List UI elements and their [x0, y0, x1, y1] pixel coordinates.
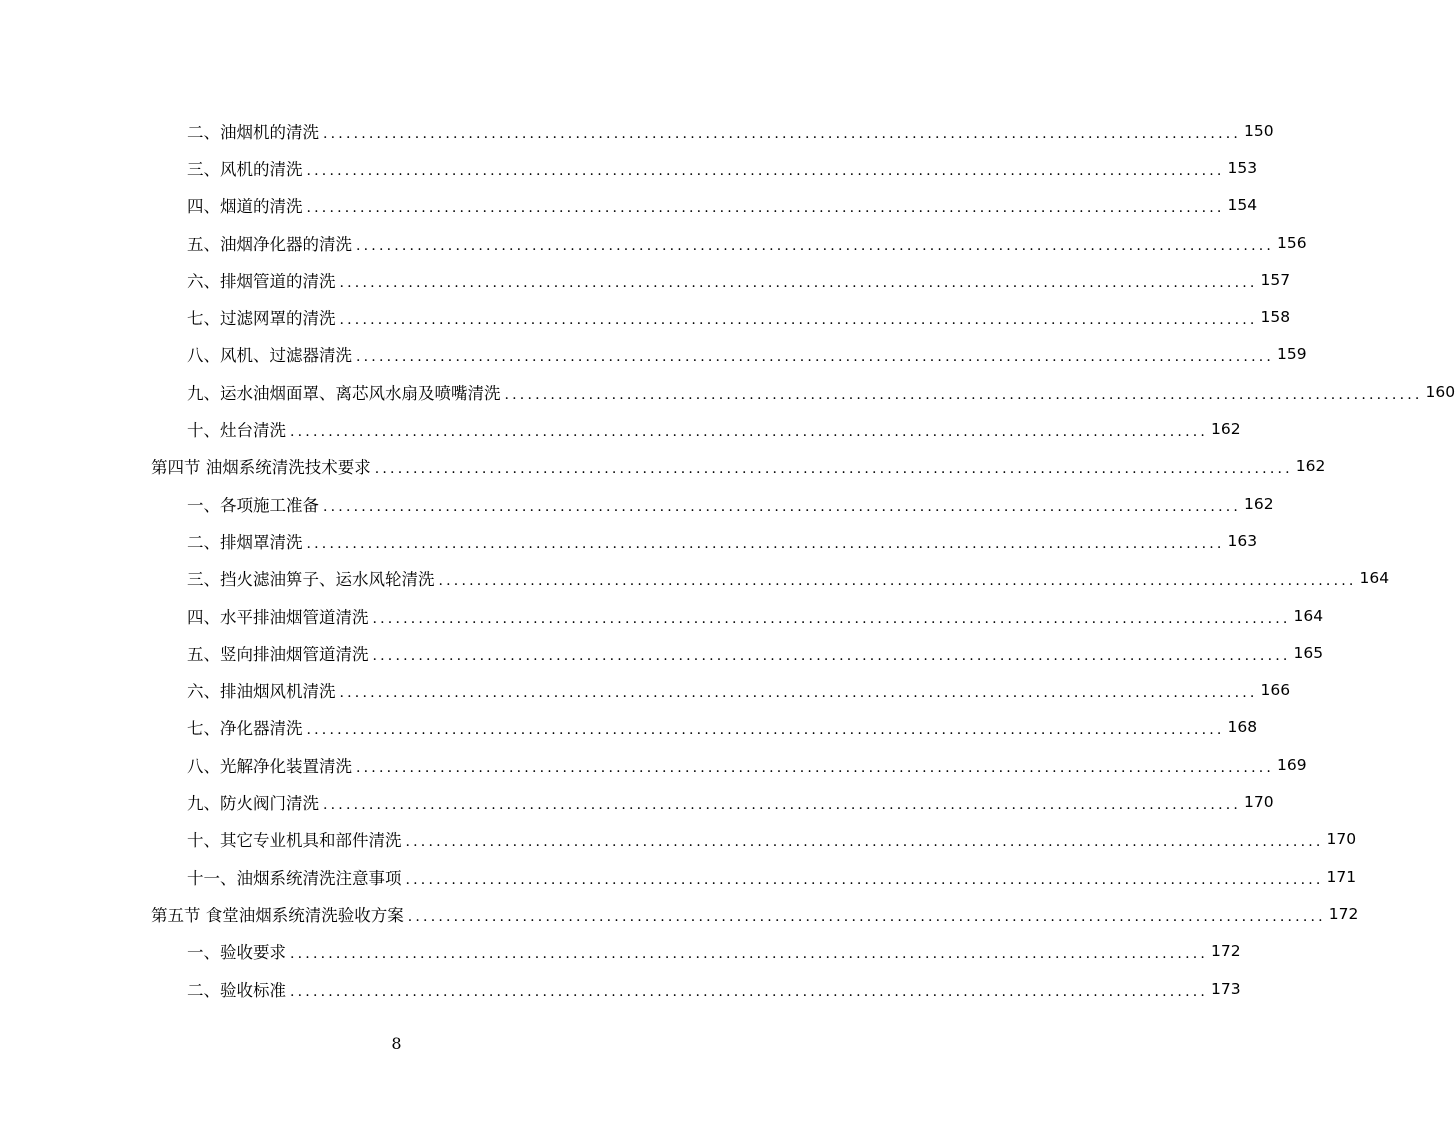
dot-leader: ........................................................................................................................: [323, 498, 1242, 515]
toc-entry-title: 四、水平排油烟管道清洗: [187, 607, 369, 627]
dot-leader: ........................................................................................................................: [339, 274, 1258, 291]
toc-entry-page: 162: [1211, 420, 1241, 439]
toc-entry: [151, 895, 1359, 932]
toc-entry-title: 一、各项施工准备: [187, 495, 319, 515]
toc-entry: [187, 410, 1241, 447]
toc-entry: [187, 485, 1274, 522]
toc-entry-page: 169: [1277, 755, 1307, 774]
dot-leader: ........................................................................................................................: [339, 312, 1258, 329]
dot-leader: ........................................................................................................................: [290, 983, 1209, 1000]
toc-entry-title: 十一、油烟系统清洗注意事项: [187, 868, 402, 888]
toc-entry: [187, 970, 1241, 1007]
dot-leader: ........................................................................................................................: [306, 162, 1225, 179]
toc-entry-page: 165: [1293, 643, 1324, 662]
toc-entry: [187, 560, 1390, 597]
toc-entry: [187, 187, 1258, 224]
toc-entry-title: 第五节 食堂油烟系统清洗验收方案: [151, 905, 404, 925]
toc-entry-page: 150: [1244, 121, 1274, 140]
dot-leader: ........................................................................................................................: [405, 834, 1324, 851]
toc-entry-page: 153: [1227, 158, 1258, 177]
toc-entry: [187, 634, 1324, 671]
dot-leader: ........................................................................................................................: [290, 946, 1209, 963]
toc-entry: [187, 373, 1455, 410]
dot-leader: ........................................................................................................................: [438, 573, 1357, 590]
toc-entry-page: 162: [1244, 494, 1274, 513]
toc-entry-page: 171: [1326, 867, 1357, 886]
toc-entry-page: 164: [1293, 606, 1324, 625]
toc-entry: [151, 448, 1326, 485]
toc-entry-title: 十、其它专业机具和部件清洗: [187, 831, 402, 851]
toc-entry: [187, 783, 1274, 820]
toc-entry-page: 159: [1277, 345, 1307, 364]
toc-entry-page: 160: [1425, 382, 1455, 401]
toc-entry-page: 170: [1244, 793, 1274, 812]
dot-leader: ........................................................................................................................: [323, 125, 1242, 142]
dot-leader: ........................................................................................................................: [374, 461, 1293, 478]
dot-leader: ........................................................................................................................: [504, 386, 1423, 403]
dot-leader: ........................................................................................................................: [405, 871, 1324, 888]
toc-entry-title: 九、运水油烟面罩、离芯风水扇及喷嘴清洗: [187, 383, 501, 403]
toc-entry-title: 四、烟道的清洗: [187, 197, 303, 217]
page-number: 8: [391, 1034, 402, 1053]
dot-leader: ........................................................................................................................: [323, 797, 1242, 814]
toc-entry-page: 173: [1211, 979, 1241, 998]
toc-entry: [187, 112, 1274, 149]
toc-entry-page: 156: [1277, 233, 1307, 252]
toc-entry-title: 八、风机、过滤器清洗: [187, 346, 352, 366]
toc-entry-title: 六、排油烟风机清洗: [187, 682, 336, 702]
toc-entry-title: 九、防火阀门清洗: [187, 794, 319, 814]
dot-leader: ........................................................................................................................: [356, 237, 1275, 254]
toc-entry-page: 163: [1227, 531, 1258, 550]
toc-entry-title: 二、验收标准: [187, 980, 286, 1000]
toc-entry: [187, 149, 1258, 186]
toc-entry: [187, 858, 1357, 895]
toc-entry: [187, 821, 1357, 858]
toc-entry-title: 三、挡火滤油箅子、运水风轮清洗: [187, 570, 435, 590]
toc-entry-title: 第四节 油烟系统清洗技术要求: [151, 458, 371, 478]
toc-entry-page: 158: [1260, 308, 1291, 327]
dot-leader: ........................................................................................................................: [407, 908, 1326, 925]
toc-entry-title: 八、光解净化装置清洗: [187, 756, 352, 776]
dot-leader: ........................................................................................................................: [306, 200, 1225, 217]
dot-leader: ........................................................................................................................: [290, 424, 1209, 441]
toc-entry: [187, 709, 1258, 746]
toc-entry-title: 七、净化器清洗: [187, 719, 303, 739]
toc-entry-page: 172: [1328, 904, 1359, 923]
toc-entry-title: 二、油烟机的清洗: [187, 122, 319, 142]
toc-entry-title: 三、风机的清洗: [187, 159, 303, 179]
toc-entry: [187, 261, 1291, 298]
toc-entry: [187, 597, 1324, 634]
toc-entry: [187, 299, 1291, 336]
dot-leader: ........................................................................................................................: [306, 535, 1225, 552]
dot-leader: ........................................................................................................................: [356, 759, 1275, 776]
toc-entry-page: 154: [1227, 196, 1258, 215]
toc-entry: [187, 933, 1241, 970]
toc-entry-title: 五、竖向排油烟管道清洗: [187, 644, 369, 664]
dot-leader: ........................................................................................................................: [339, 685, 1258, 702]
toc-entry-page: 172: [1211, 942, 1241, 961]
toc-entry-page: 168: [1227, 718, 1258, 737]
toc-entry-page: 164: [1359, 569, 1390, 588]
toc-entry-title: 一、验收要求: [187, 943, 286, 963]
toc-entry-title: 七、过滤网罩的清洗: [187, 309, 336, 329]
toc-entry-page: 166: [1260, 681, 1291, 700]
toc-entry-page: 157: [1260, 270, 1291, 289]
toc-entry-page: 162: [1295, 457, 1326, 476]
toc-entry-title: 五、油烟净化器的清洗: [187, 234, 352, 254]
toc-entry-page: 170: [1326, 830, 1357, 849]
toc-entry: [187, 746, 1307, 783]
toc-entry: [187, 336, 1307, 373]
toc-entry-title: 六、排烟管道的清洗: [187, 271, 336, 291]
dot-leader: ........................................................................................................................: [372, 610, 1291, 627]
toc-entry-title: 十、灶台清洗: [187, 421, 286, 441]
toc-entry-title: 二、排烟罩清洗: [187, 532, 303, 552]
dot-leader: ........................................................................................................................: [306, 722, 1225, 739]
dot-leader: ........................................................................................................................: [356, 349, 1275, 366]
toc-entry: [187, 522, 1258, 559]
toc-entry: [187, 224, 1307, 261]
dot-leader: ........................................................................................................................: [372, 647, 1291, 664]
toc-entry: [187, 672, 1291, 709]
